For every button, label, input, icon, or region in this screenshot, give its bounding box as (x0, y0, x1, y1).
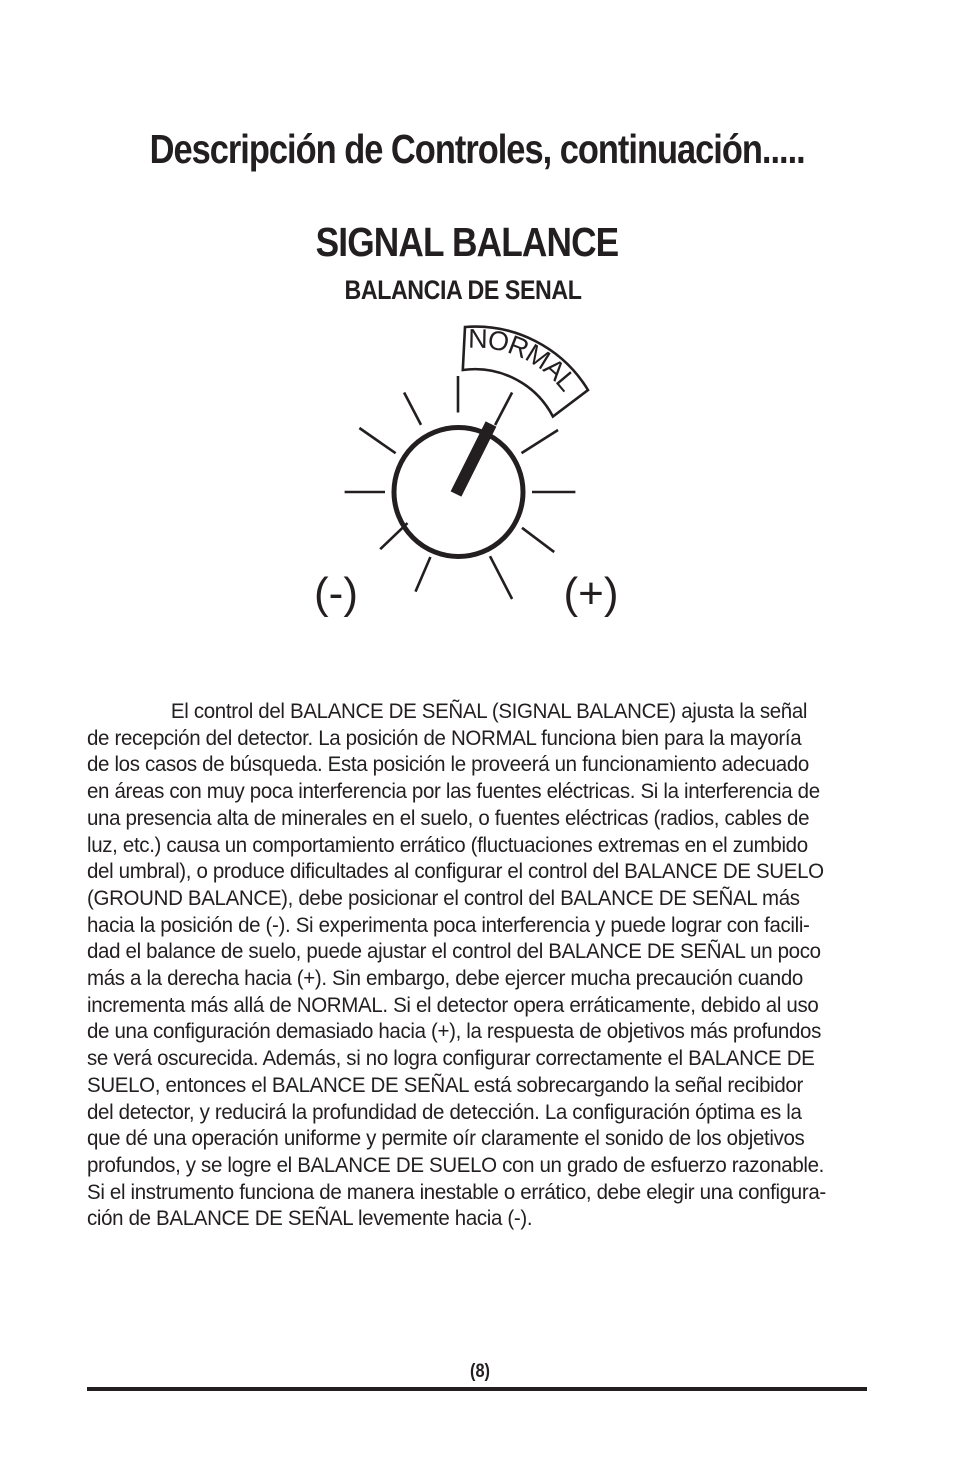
control-name: SIGNAL BALANCE (315, 219, 619, 265)
paragraph-line: del detector, y reducirá la profundidad de detección. La configuración óptima es la (87, 1100, 802, 1124)
signal-balance-dial-figure (290, 318, 650, 628)
dial-tick (359, 428, 395, 453)
control-subname: BALANCIA DE SENAL (344, 275, 582, 305)
paragraph-line: del umbral), o produce dificultades al configurar el control del BALANCE DE SUELO (87, 860, 824, 884)
dial-tick (404, 393, 421, 425)
paragraph-line: más a la derecha hacia (+). Sin embargo, debe ejercer mucha precaución cuando (87, 967, 803, 991)
paragraph-line: Si el instrumento funciona de manera inestable o errático, debe elegir una configura- (87, 1180, 826, 1204)
paragraph-line: de una configuración demasiado hacia (+), la respuesta de objetivos más profundos (87, 1020, 821, 1044)
plus-label: (+) (563, 569, 619, 618)
page-number: (8) (470, 1361, 490, 1382)
paragraph-line: de recepción del detector. La posición de NORMAL funciona bien para la mayoría (87, 726, 802, 750)
paragraph-line: (GROUND BALANCE), debe posicionar el control del BALANCE DE SEÑAL más (87, 886, 800, 910)
section-title: Descripción de Controles, continuación..... (149, 126, 805, 172)
paragraph-line: una presencia alta de minerales en el suelo, o fuentes eléctricas (radios, cables de (87, 806, 810, 830)
paragraph-line: dad el balance de suelo, puede ajustar el control del BALANCE DE SEÑAL un poco (87, 940, 821, 964)
dial-pointer (456, 424, 491, 494)
dial-tick (495, 393, 512, 426)
signal-balance-description (87, 699, 868, 1233)
paragraph-line: que dé una operación uniforme y permite oír claramente el sonido de los objetivos (87, 1127, 805, 1151)
paragraph-line: hacia la posición de (-). Si experimenta poca interferencia y puede lograr con facili- (87, 913, 810, 937)
dial-tick (522, 528, 554, 552)
dial-tick (490, 556, 512, 599)
paragraph-line: SUELO, entonces el BALANCE DE SEÑAL está sobrecargando la señal recibidor (87, 1073, 803, 1097)
paragraph-line: El control del BALANCE DE SEÑAL (SIGNAL BALANCE) ajusta la señal (170, 700, 808, 723)
minus-label: (-) (314, 569, 358, 618)
paragraph-line: profundos, y se logre el BALANCE DE SUELO con un grado de esfuerzo razonable. (87, 1153, 825, 1177)
dial-tick (416, 557, 431, 592)
footer-rule (87, 1387, 867, 1391)
paragraph-line: en áreas con muy poca interferencia por las fuentes eléctricas. Si la interferencia de (87, 780, 820, 804)
paragraph-line: incrementa más allá de NORMAL. Si el detector opera erráticamente, debido al uso (87, 993, 819, 1017)
paragraph-line: se verá oscurecida. Además, si no logra configurar correctamente el BALANCE DE (87, 1047, 815, 1071)
dial-tick (522, 430, 559, 453)
paragraph-line: ción de BALANCE DE SEÑAL levemente hacia (-). (87, 1207, 533, 1231)
normal-label: NORMAL (467, 323, 582, 397)
paragraph-line: de los casos de búsqueda. Esta posición le proveerá un funcionamiento adecuado (87, 753, 809, 777)
paragraph-line: luz, etc.) causa un comportamiento errático (fluctuaciones extremas en el zumbido (87, 833, 808, 857)
